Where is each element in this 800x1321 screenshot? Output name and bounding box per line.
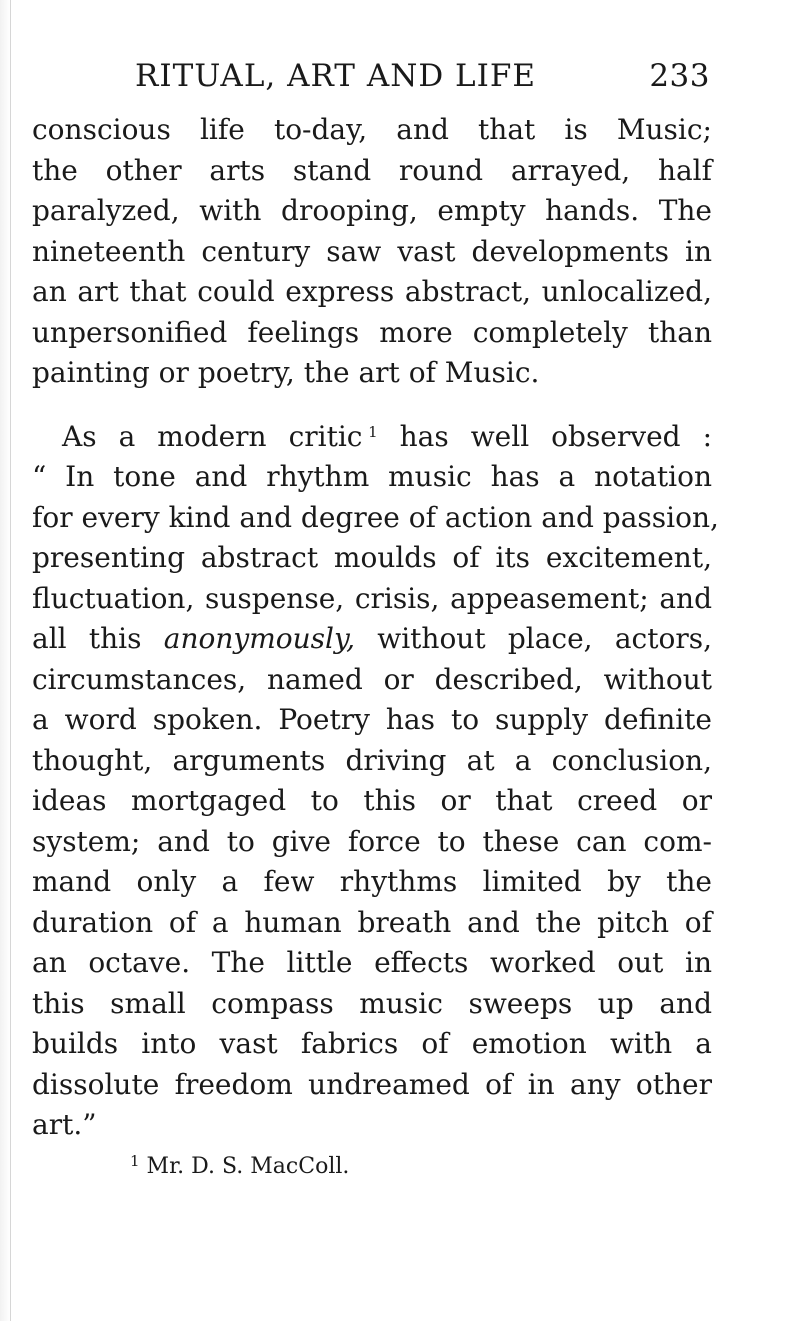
- line-text: has well observed :: [377, 419, 713, 453]
- text-line: art.”: [32, 1108, 97, 1141]
- text-line: [32, 412, 712, 458]
- text-line: conscious life to-day, and that is Music;: [32, 113, 712, 146]
- text-line: this small compass music sweeps up and: [32, 986, 712, 1020]
- text-line: dissolute freedom undreamed of in any other: [32, 1067, 712, 1101]
- footnote: [130, 1152, 349, 1179]
- body-text: [32, 110, 719, 1146]
- text-line: fluctuation, suspense, crisis, appeasement; and: [32, 581, 712, 615]
- running-title: RITUAL, ART AND LIFE: [135, 58, 537, 94]
- paragraph-2: [32, 412, 719, 1146]
- text-line: ideas mortgaged to this or that creed or: [32, 784, 712, 817]
- line-text: all this: [32, 622, 164, 655]
- text-line: paralyzed, with drooping, empty hands. The: [32, 194, 712, 227]
- paragraph-1: [32, 110, 712, 394]
- text-line: an octave. The little effects worked out in: [32, 946, 712, 979]
- line-text: without place, actors,: [354, 622, 712, 655]
- text-line: an art that could express abstract, unlocalized,: [32, 275, 712, 308]
- text-line: system; and to give force to these can com-: [32, 824, 712, 858]
- text-line: [32, 619, 712, 660]
- text-line: the other arts stand round arrayed, half: [32, 153, 712, 187]
- text-line: thought, arguments driving at a conclusion,: [32, 743, 712, 777]
- italic-text: anonymously,: [163, 622, 355, 655]
- text-line: unpersonified feelings more completely than: [32, 315, 712, 349]
- text-line: mand only a few rhythms limited by the: [32, 865, 712, 898]
- text-line: duration of a human breath and the pitch of: [32, 905, 712, 939]
- running-header: [135, 58, 710, 94]
- footnote-marker: 1: [130, 1152, 140, 1170]
- text-line: for every kind and degree of action and passion,: [32, 500, 719, 534]
- text-line: builds into vast fabrics of emotion with a: [32, 1027, 712, 1060]
- text-line: painting or poetry, the art of Music.: [32, 356, 540, 389]
- text-line: presenting abstract moulds of its excitement,: [32, 541, 712, 574]
- text-line: a word spoken. Poetry has to supply definite: [32, 703, 712, 736]
- page-binding-edge: [0, 0, 11, 1321]
- paragraph-gap: [32, 394, 712, 412]
- page-number: 233: [649, 58, 710, 94]
- footnote-text: Mr. D. S. MacColl.: [146, 1154, 350, 1179]
- text-line: circumstances, named or described, without: [32, 662, 712, 696]
- text-line: “ In tone and rhythm music has a notation: [32, 460, 712, 493]
- text-line: nineteenth century saw vast developments in: [32, 234, 712, 268]
- line-text: As a modern critic: [62, 419, 363, 453]
- footnote-reference: 1: [368, 422, 378, 441]
